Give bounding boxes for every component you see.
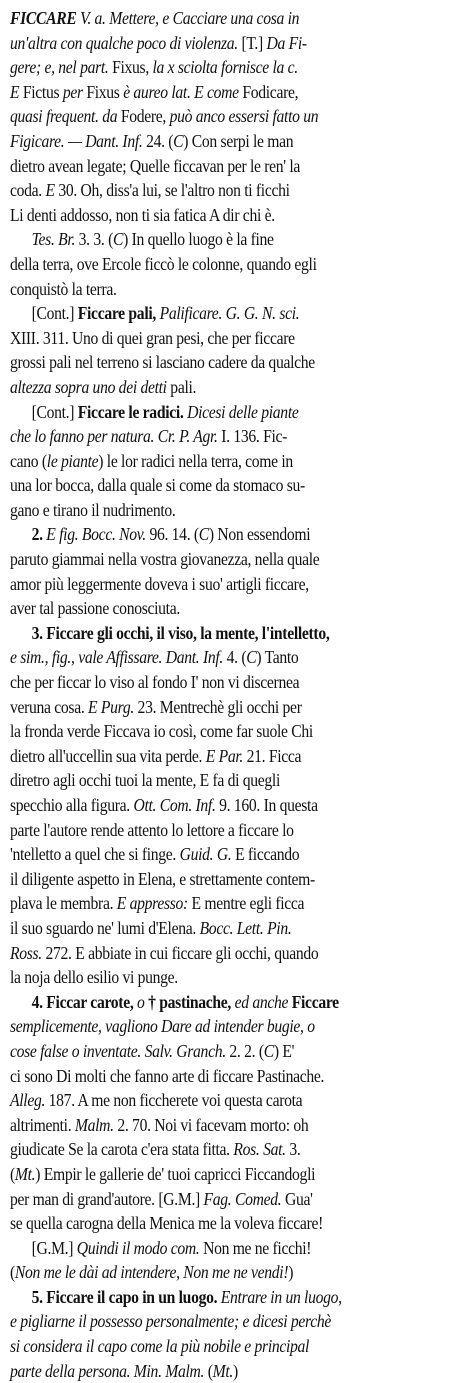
text-line (10, 1113, 417, 1138)
text-segment: o (137, 991, 145, 1012)
text-segment: [T.] (237, 32, 267, 53)
text-segment: 9. 160. In questa (215, 795, 318, 815)
text-segment: Ross. (10, 942, 42, 963)
text-segment: [G.M.] (31, 1237, 77, 1258)
text-segment: Alleg. (10, 1090, 46, 1111)
text-segment: E mentre egli ficca (187, 893, 305, 914)
text-segment: quasi frequent. da (10, 106, 118, 127)
text-line (10, 178, 417, 203)
text-segment: Fag. Comed. (203, 1188, 282, 1209)
text-segment: la fronda verde Ficcava io così, come far suole Chi (10, 721, 313, 742)
text-segment: dietro all'uccellin sua vita perde. (10, 745, 206, 766)
text-segment: ( (10, 1163, 15, 1184)
text-segment: paruto giammai nella vostra giovanezza, nella quale (10, 549, 320, 570)
text-segment: per man di grand'autore. [G.M.] (10, 1188, 204, 1209)
text-line (10, 424, 417, 449)
text-segment: ( (10, 1262, 15, 1283)
text-line (10, 793, 417, 818)
text-line (10, 670, 417, 695)
text-line (10, 449, 417, 474)
text-line (10, 203, 417, 228)
text-segment: parte l'autore rende attento lo lettore a ficcare lo (10, 819, 294, 840)
text-segment: 21. Ficca (243, 745, 302, 766)
text-segment: gano e tirano il nudrimento. (10, 499, 176, 520)
text-segment: gere; e, nel part. (10, 57, 109, 78)
text-segment: Ros. Sat. (233, 1139, 286, 1160)
text-line (10, 277, 417, 302)
text-segment: Ficcare pali, (77, 303, 160, 324)
text-line (10, 695, 417, 720)
text-segment: Ficcare le radici. (77, 401, 188, 422)
text-line (10, 80, 417, 105)
text-line (10, 941, 417, 966)
text-line (10, 1088, 417, 1113)
text-line (10, 1187, 417, 1212)
text-segment: pali. (166, 376, 197, 397)
text-segment: veruna cosa. (10, 696, 89, 717)
text-line (10, 1064, 417, 1089)
text-segment: 2. (31, 524, 47, 545)
text-segment: E fig. Bocc. Nov. (46, 524, 146, 545)
text-segment: ) (232, 1360, 238, 1381)
text-line (10, 744, 417, 769)
text-segment: 3. (285, 1139, 301, 1160)
text-segment: amor più leggermente doveva i suo' artigli ficcare, (10, 573, 309, 594)
text-line (10, 1285, 417, 1310)
text-segment: che lo fanno per natura. Cr. P. Agr. (10, 426, 218, 447)
text-segment: [Cont.] (31, 303, 78, 324)
text-segment: Non me ne ficchi! (199, 1237, 312, 1258)
text-segment: il diligente aspetto in Elena, e strettamente contem- (10, 868, 315, 889)
text-segment: 272. E abbiate in cui ficcare gli occhi, quando (41, 942, 319, 963)
text-segment: E appresso: (116, 893, 188, 914)
text-segment: semplicemente, vagliono Dare ad intender bugie, o (10, 1016, 315, 1037)
text-line (10, 1211, 417, 1236)
text-segment: dietro avean legate; Quelle ficcavan per le ren' la (10, 155, 301, 176)
text-segment: se quella carogna della Menica me la voleva ficcare! (10, 1213, 324, 1234)
text-segment: Malm. (74, 1114, 114, 1135)
text-line (10, 965, 417, 990)
text-segment: plava le membra. (10, 893, 117, 914)
text-segment: 2. 2. ( (225, 1040, 264, 1061)
text-segment: il suo sguardo ne' lumi d'Elena. (10, 917, 200, 938)
text-segment: altrimenti. (10, 1114, 75, 1135)
text-segment: si considera il capo come la più nobile e principal (10, 1336, 310, 1357)
text-segment: E Par. (205, 745, 244, 766)
text-line (10, 31, 417, 56)
text-segment: Figicare. — Dant. Inf. (10, 130, 143, 151)
text-segment: Ott. Com. Inf. (133, 795, 216, 815)
text-segment: V. a. Mettere, e Cacciare una cosa in (76, 8, 300, 28)
text-segment: altezza sopra uno dei detti (10, 376, 167, 397)
text-segment: XIII (10, 327, 36, 348)
text-line (10, 6, 417, 31)
text-line (10, 1236, 417, 1261)
text-segment: Tes. Br. (31, 229, 76, 250)
text-segment: E ficcando (231, 844, 300, 865)
text-line (10, 891, 417, 916)
text-line (10, 1359, 417, 1383)
text-segment: Entrare in un luogo, (220, 1286, 342, 1307)
text-segment: Fictus (19, 81, 63, 102)
text-line (10, 252, 417, 277)
text-segment: per (62, 81, 83, 102)
text-line (10, 1309, 417, 1334)
text-segment: 2. 70. Noi vi facevam morto: oh (113, 1114, 309, 1135)
text-line (10, 1162, 417, 1187)
text-segment: Palificare. G. G. N. sci. (159, 303, 300, 324)
text-segment: cose false o inventate. Salv. Granch. (10, 1040, 226, 1061)
text-segment: 30. Oh, diss'a lui, se l'altro non ti ficchi (54, 180, 290, 201)
text-line (10, 645, 417, 670)
text-segment: la x sciolta fornisce la c. (152, 57, 298, 78)
text-segment: C (173, 130, 184, 151)
text-line (10, 1137, 417, 1162)
text-line (10, 596, 417, 621)
text-segment: grossi pali nel terreno si lasciano cadere da qualche (10, 352, 315, 373)
text-segment: ) Empir le gallerie de' tuoi capricci Ficcandogli (35, 1163, 316, 1184)
text-segment: giudicate Se la carota c'era stata fitta. (10, 1139, 234, 1160)
text-segment: ci sono Di molti che fanno arte di ficcare Pastinache. (10, 1065, 325, 1086)
text-segment: . 311. Uno di quei gran pesi, che per ficcare (35, 327, 295, 348)
text-segment: e sim., fig., vale Affissare. Dant. Inf. (10, 647, 224, 668)
text-segment: † pastinache, (144, 991, 235, 1012)
text-segment: Non me le dài ad intendere, Non me ne vendi! (14, 1262, 289, 1283)
text-segment: diretro agli occhi tuoi la mente, E fa di quegli (10, 770, 280, 791)
text-line (10, 55, 417, 80)
text-segment: 5. Ficcare il capo in un luogo. (31, 1286, 221, 1307)
text-segment: Da Fi- (266, 32, 307, 53)
text-line (10, 375, 417, 400)
text-line (10, 498, 417, 523)
text-segment: Quindi il modo com. (76, 1237, 200, 1258)
text-segment: ) In quello luogo è la fine (123, 229, 274, 250)
text-line (10, 1334, 417, 1359)
text-segment: un'altra con qualche poco di violenza. (10, 32, 238, 53)
text-segment: Fixus (82, 81, 124, 102)
text-segment: C (263, 1040, 274, 1061)
text-line (10, 350, 417, 375)
text-line (10, 522, 417, 547)
text-line (10, 572, 417, 597)
text-segment: Fodicare, (238, 81, 299, 102)
text-segment: C (112, 229, 124, 250)
text-segment: 4. ( (223, 647, 247, 668)
text-segment: e pigliarne il possesso personalmente; e dicesi perchè (10, 1311, 332, 1332)
text-line (10, 129, 417, 154)
text-segment: una lor bocca, dalla quale si come da stomaco su- (10, 475, 305, 496)
text-line (10, 473, 417, 498)
text-segment: 3. Ficcare gli occhi, il viso, la mente, l'intelletto, (31, 622, 330, 643)
text-segment: FICCARE (10, 8, 77, 28)
text-segment: 187. A me non ficcherete voi questa carota (45, 1090, 303, 1111)
text-segment: 4. Ficcar carote, (31, 991, 138, 1012)
text-line (10, 818, 417, 843)
text-segment: della terra, ove Ercole ficcò le colonne, quando egli (10, 253, 317, 274)
text-segment: I. 136. Fic- (217, 426, 288, 447)
text-line (10, 768, 417, 793)
text-line (10, 1260, 417, 1285)
text-line (10, 326, 417, 351)
text-segment: Li denti addosso, non ti sia fatica A dir chi è. (10, 204, 275, 225)
text-line (10, 301, 417, 326)
text-line (10, 400, 417, 425)
text-segment: è aureo lat. E come (123, 81, 239, 102)
text-segment: Fixus, (108, 57, 153, 78)
text-segment: ) Con serpi le man (183, 130, 294, 151)
text-segment: parte della persona. Min. Malm. (10, 1360, 205, 1381)
text-segment: C (246, 647, 257, 668)
text-segment: 23. Mentrechè gli occhi per (133, 696, 302, 717)
text-segment: ) Tanto (256, 647, 299, 668)
text-line (10, 719, 417, 744)
text-segment: ) (288, 1262, 294, 1283)
text-line (10, 990, 417, 1015)
text-line (10, 867, 417, 892)
text-line (10, 621, 417, 646)
text-segment: Gua' (281, 1188, 313, 1209)
text-segment: [Cont.] (31, 401, 78, 422)
text-segment: E (45, 180, 55, 201)
text-segment: 24. ( (142, 130, 174, 151)
text-segment: Mt. (212, 1360, 233, 1381)
text-segment: ed anche (234, 991, 289, 1012)
text-segment: 3. 3. ( (75, 229, 113, 250)
text-segment: la noja dello esilio vi punge. (10, 967, 178, 988)
text-segment: che per ficcar lo viso al fondo I' non vi discernea (10, 672, 300, 693)
text-line (10, 154, 417, 179)
text-segment: Guid. G. (179, 844, 232, 865)
text-segment: ) le lor radici nella terra, come in (98, 450, 293, 471)
text-segment: specchio alla figura. (10, 795, 134, 815)
text-line (10, 1039, 417, 1064)
text-segment: conquistò la terra. (10, 278, 117, 299)
text-segment: Mt. (14, 1163, 36, 1184)
text-segment: ( (204, 1360, 213, 1381)
text-segment: E Purg. (88, 696, 134, 717)
text-segment: le piante (46, 450, 99, 471)
text-segment: cano ( (10, 450, 47, 471)
text-segment: Dicesi delle piante (187, 401, 299, 422)
text-line (10, 916, 417, 941)
text-line (10, 1014, 417, 1039)
text-segment: E (10, 81, 20, 102)
text-segment: ) Non essendomi (208, 524, 311, 545)
text-line (10, 227, 417, 252)
text-segment: C (198, 524, 209, 545)
text-segment: aver tal passione conosciuta. (10, 598, 180, 619)
text-segment: può anco essersi fatto un (169, 106, 319, 127)
text-segment: coda. (10, 180, 46, 201)
text-line (10, 104, 417, 129)
text-segment: ) E' (273, 1040, 295, 1061)
text-segment: Bocc. Lett. Pin. (199, 917, 292, 938)
text-segment: Fodere, (117, 106, 170, 127)
text-segment: 96. 14. ( (145, 524, 199, 545)
text-segment: 'ntelletto a quel che si finge. (10, 844, 180, 865)
text-line (10, 547, 417, 572)
text-line (10, 842, 417, 867)
text-segment: Ficcare (288, 991, 339, 1012)
